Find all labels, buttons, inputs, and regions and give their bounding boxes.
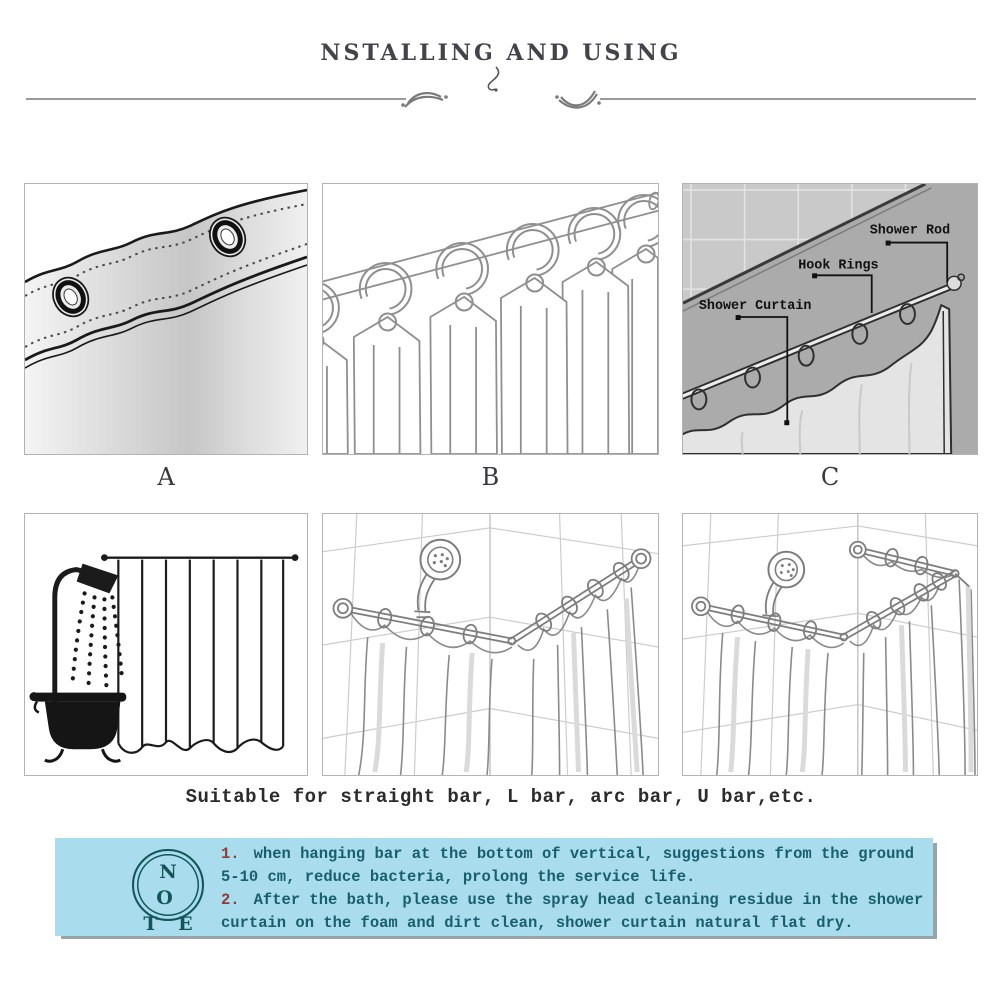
page-title: NSTALLING AND USING xyxy=(320,40,682,66)
note-item-1-number: 1. xyxy=(221,845,240,863)
tile-grid xyxy=(323,514,658,775)
curtain-pleat xyxy=(501,278,568,454)
divider-swirl-left xyxy=(401,93,448,107)
panel-e-corner-rod xyxy=(322,513,659,776)
curtain-pleat xyxy=(563,262,630,454)
wall-flange xyxy=(333,549,650,617)
hook-ring xyxy=(323,282,339,350)
curtain-shape xyxy=(118,560,283,753)
panel-d-bathtub-pictogram xyxy=(24,513,308,776)
label-c: C xyxy=(820,463,840,491)
note-item-1 xyxy=(221,843,927,889)
corner-rod-alt-illustration xyxy=(683,514,977,775)
label-a: A xyxy=(157,463,175,491)
curtain-rings xyxy=(376,560,631,644)
curtain-rod-shape xyxy=(101,554,298,561)
shower-rod-label: Shower Rod xyxy=(869,223,951,239)
note-item-2-text: After the bath, please use the spray head cleaning residue in the shower curtain on the foam and dirt clean, shower curtain natural flat dry. xyxy=(221,891,924,932)
note-badge xyxy=(132,849,204,935)
note-badge-line2: T E xyxy=(143,913,200,935)
panel-c-installed-rod xyxy=(682,183,978,455)
note-badge-line1: N O xyxy=(156,861,184,909)
hand-shower-icon xyxy=(414,540,460,617)
label-b: B xyxy=(481,463,500,491)
panel-f-corner-rod-alt xyxy=(682,513,978,776)
bathtub-shower-illustration xyxy=(25,514,307,775)
hook-ring xyxy=(618,195,658,263)
curtain-pleat xyxy=(430,297,497,454)
curtain-pleat xyxy=(323,336,348,454)
divider-swirl-right xyxy=(555,91,601,108)
curtain-pleat xyxy=(354,317,421,454)
bathtub-shape xyxy=(29,692,126,761)
note-item-2 xyxy=(221,889,927,935)
note-item-1-text: when hanging bar at the bottom of vertical, suggestions from the ground 5-10 cm, reduce bacteria, prolong the service life. xyxy=(221,845,915,886)
shower-curtain-label: Shower Curtain xyxy=(698,299,812,315)
hook-rings-illustration xyxy=(323,184,658,454)
installed-rod-illustration xyxy=(683,184,977,454)
corner-rod-illustration xyxy=(323,514,658,775)
panel-a-grommet-closeup xyxy=(24,183,308,455)
panel-b-hook-rings xyxy=(322,183,659,455)
ornamental-divider xyxy=(0,86,1002,114)
corner-rod-shape xyxy=(342,556,642,644)
curtain-rings xyxy=(730,548,949,641)
hand-shower-icon xyxy=(762,552,804,617)
hook-rings-label: Hook Rings xyxy=(798,258,879,274)
note-text xyxy=(221,843,927,935)
water-spray-dots xyxy=(73,593,123,686)
grommet-curtain-illustration xyxy=(25,184,307,454)
note-item-2-number: 2. xyxy=(221,891,240,909)
note-box xyxy=(55,838,933,936)
suitable-caption: Suitable for straight bar, L bar, arc bar, U bar,etc. xyxy=(185,786,817,808)
